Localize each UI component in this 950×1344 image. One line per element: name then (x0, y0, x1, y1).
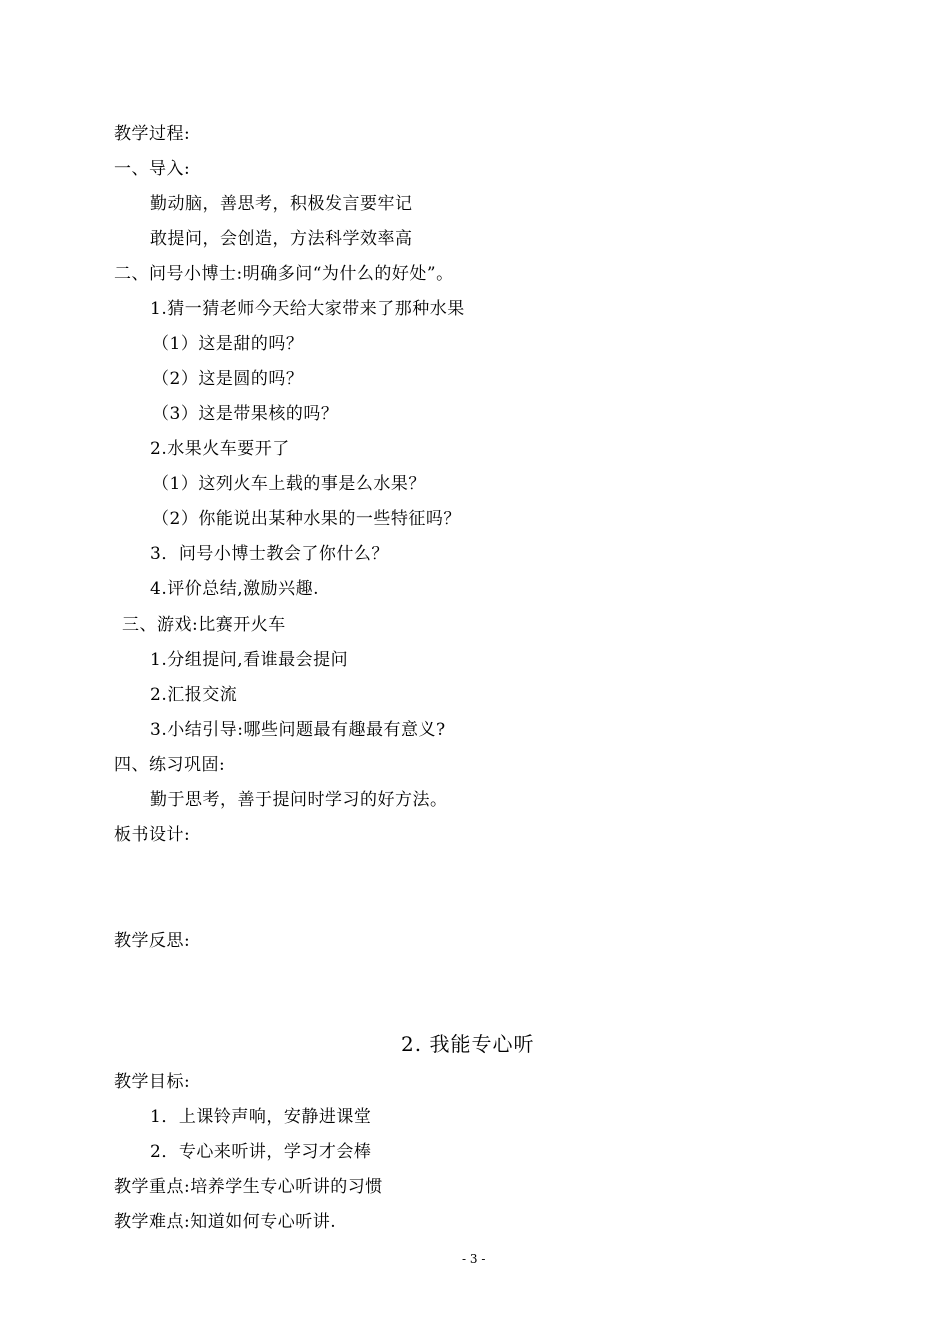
section-3-title: 三、游戏:比赛开火车 (122, 615, 286, 635)
section-2-item-1: 1.猜一猜老师今天给大家带来了那种水果 (150, 299, 465, 319)
objective-2: 2．专心来听讲，学习才会棒 (150, 1142, 372, 1162)
lesson-2-title: 2. 我能专心听 (401, 1032, 535, 1056)
section-2-item-4: 4.评价总结,激励兴趣. (150, 579, 320, 599)
section-2-item-3: 3．问号小博士教会了你什么？ (150, 544, 389, 564)
section-2-item-2-question-1: （1）这列火车上载的事是么水果？ (152, 474, 426, 494)
section-4-line-1: 勤于思考，善于提问时学习的好方法。 (150, 790, 448, 810)
section-3-item-3: 3.小结引导:哪些问题最有趣最有意义? (150, 720, 446, 740)
board-design-label: 板书设计: (114, 825, 191, 845)
section-1-title: 一、导入: (114, 159, 191, 179)
page-number: - 3 - (462, 1252, 486, 1266)
section-3-item-2: 2.汇报交流 (150, 685, 238, 705)
section-1-line-2: 敢提问，会创造，方法科学效率高 (150, 229, 413, 249)
reflection-label: 教学反思: (114, 931, 191, 951)
section-2-item-2: 2.水果火车要开了 (150, 439, 290, 459)
process-heading: 教学过程: (114, 124, 191, 144)
objective-1: 1．上课铃声响，安静进课堂 (150, 1107, 372, 1127)
section-1-line-1: 勤动脑，善思考，积极发言要牢记 (150, 194, 413, 214)
section-2-item-1-question-3: （3）这是带果核的吗？ (152, 404, 339, 424)
section-2-item-1-question-1: （1）这是甜的吗？ (152, 334, 304, 354)
teaching-difficulty: 教学难点:知道如何专心听讲. (114, 1212, 337, 1232)
section-2-item-2-question-2: （2）你能说出某种水果的一些特征吗？ (152, 509, 461, 529)
section-2-title: 二、问号小博士:明确多问“为什么的好处”。 (114, 264, 454, 284)
section-4-title: 四、练习巩固: (114, 755, 226, 775)
section-3-item-1: 1.分组提问,看谁最会提问 (150, 650, 349, 670)
section-2-item-1-question-2: （2）这是圆的吗？ (152, 369, 304, 389)
objectives-label: 教学目标: (114, 1072, 191, 1092)
teaching-key-point: 教学重点:培养学生专心听讲的习惯 (114, 1177, 383, 1197)
